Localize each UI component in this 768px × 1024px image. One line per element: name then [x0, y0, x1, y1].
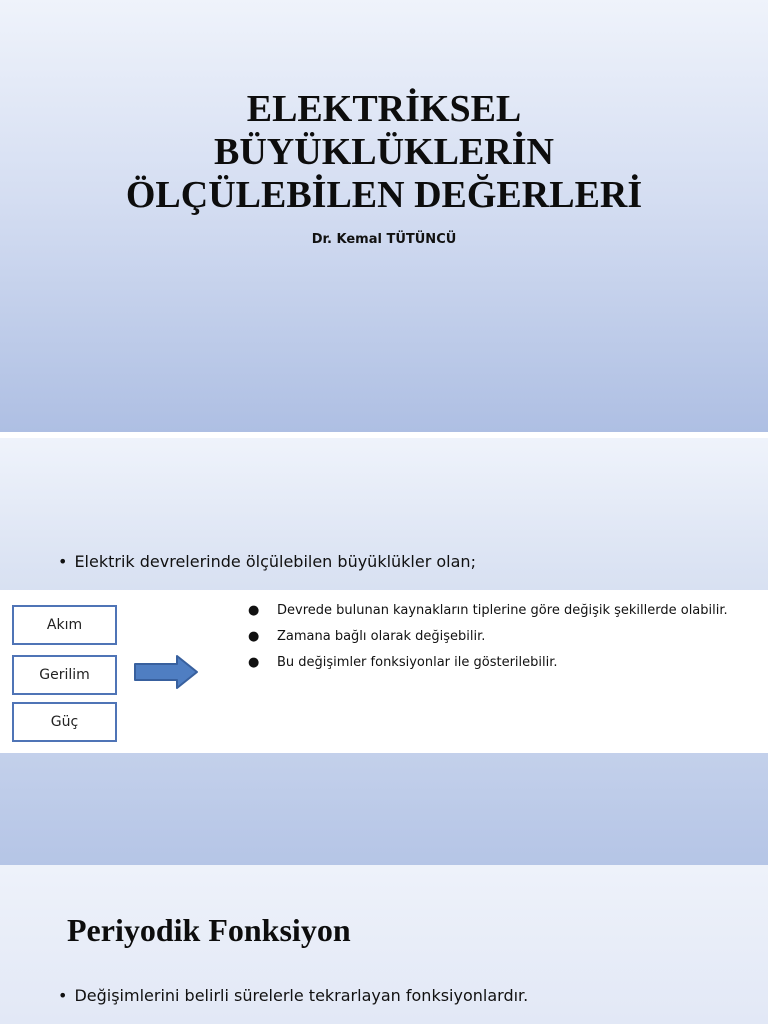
definition-bullet: [58, 986, 528, 1005]
quantity-box-gerilim: [12, 655, 117, 695]
bullet-dot-icon: •: [58, 986, 68, 1005]
quantities-slide: [0, 438, 768, 865]
intro-bullet: [58, 552, 476, 571]
title-slide: [0, 0, 768, 432]
bullet-dot-icon: ●: [248, 655, 260, 670]
slide-title: [0, 88, 768, 217]
quantity-label: Gerilim: [39, 667, 90, 683]
right-arrow-icon: [133, 654, 199, 690]
quantity-label: Akım: [46, 617, 83, 633]
list-item-text: Bu değişimler fonksiyonlar ile gösterilebilir.: [277, 655, 558, 670]
quantity-label: Güç: [50, 714, 79, 730]
definition-bullet-text: Değişimlerini belirli sürelerle tekrarlayan fonksiyonlardır.: [74, 986, 529, 1005]
list-item: [246, 624, 760, 650]
intro-bullet-text: Elektrik devrelerinde ölçülebilen büyüklükler olan;: [74, 552, 476, 571]
quantity-box-guc: [12, 702, 117, 742]
bullet-dot-icon: •: [58, 552, 68, 571]
bullet-dot-icon: ●: [248, 629, 260, 644]
periodic-function-slide: [0, 865, 768, 1024]
slide-title: Periyodik Fonksiyon: [67, 912, 351, 948]
properties-list: [246, 598, 760, 676]
quantities-panel: [0, 590, 768, 753]
list-item: [246, 598, 760, 624]
list-item: [246, 650, 760, 676]
list-item-text: Zamana bağlı olarak değişebilir.: [277, 629, 486, 644]
quantity-box-akim: [12, 605, 117, 645]
title-line-2: BÜYÜKLÜKLERİN: [214, 131, 554, 173]
author-name: Dr. Kemal TÜTÜNCÜ: [311, 232, 457, 247]
list-item-text: Devrede bulunan kaynakların tiplerine göre değişik şekillerde olabilir.: [277, 603, 728, 618]
title-line-3: ÖLÇÜLEBİLEN DEĞERLERİ: [125, 174, 643, 216]
bullet-dot-icon: ●: [248, 603, 260, 618]
title-line-1: ELEKTRİKSEL: [246, 88, 522, 130]
